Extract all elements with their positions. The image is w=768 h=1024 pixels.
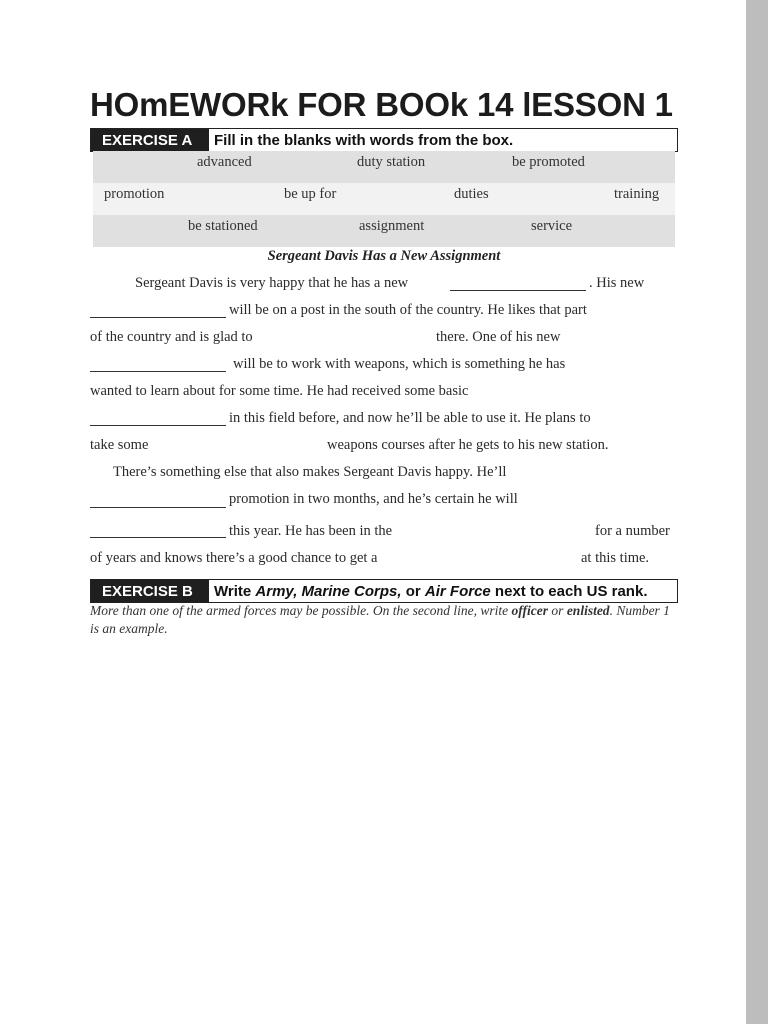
answer-blank[interactable] — [90, 425, 226, 426]
answer-blank[interactable] — [90, 371, 226, 372]
answer-blank[interactable] — [90, 537, 226, 538]
word-box-item: be up for — [284, 186, 337, 202]
answer-blank[interactable] — [450, 290, 586, 291]
story-line: of the country and is glad to — [90, 329, 253, 345]
word-box-item: be stationed — [188, 218, 258, 234]
story-line: weapons courses after he gets to his new station. — [327, 437, 609, 453]
word-box-item: training — [614, 186, 660, 202]
scrollbar[interactable] — [746, 0, 768, 1024]
exercise-b-note-text: More than one of the armed forces may be possible. On the second line, write — [90, 603, 512, 618]
story-line: will be to work with weapons, which is something he has — [233, 356, 566, 372]
word-box-item: duty station — [357, 154, 426, 170]
story-line: will be on a post in the south of the country. He likes that part — [229, 302, 587, 318]
exercise-b-note-text: . Number 1 is an example. — [90, 603, 670, 636]
word-box-item: promotion — [104, 186, 165, 202]
story-line: for a number — [595, 523, 670, 539]
exercise-b-instruction-text: or — [401, 582, 425, 600]
exercise-b-instruction — [209, 580, 647, 602]
exercise-b-instruction-text: Write — [214, 582, 256, 600]
exercise-a-instruction: Fill in the blanks with words from the box. — [214, 131, 514, 149]
exercise-a-label: EXERCISE A — [91, 129, 209, 151]
story-line: this year. He has been in the — [229, 523, 393, 539]
word-box-item: advanced — [197, 154, 252, 170]
page-title: HOmEWORk FOR BOOk 14 lESSON 1 — [90, 86, 673, 123]
exercise-b-note-text: or — [548, 603, 567, 618]
story-line: there. One of his new — [436, 329, 561, 345]
story-line: Sergeant Davis is very happy that he has a new — [135, 275, 409, 291]
story-line: wanted to learn about for some time. He had received some basic — [90, 383, 469, 399]
word-box-item: assignment — [359, 218, 425, 234]
story-line: . His new — [589, 275, 645, 291]
word-box-item: be promoted — [512, 154, 585, 170]
exercise-b-note-text: enlisted — [566, 603, 610, 618]
word-box-row-band — [93, 183, 675, 215]
exercise-b-label: EXERCISE B — [91, 580, 209, 602]
exercise-b-note-text: officer — [511, 603, 549, 618]
story-line: in this field before, and now he’ll be able to use it. He plans to — [229, 410, 591, 426]
word-box-item: service — [531, 218, 573, 234]
answer-blank[interactable] — [90, 317, 226, 318]
story-title: Sergeant Davis Has a New Assignment — [267, 248, 501, 264]
word-box-item: duties — [454, 186, 489, 202]
exercise-a-header — [90, 128, 678, 152]
story-line: promotion in two months, and he’s certain he will — [229, 491, 518, 507]
story-line: take some — [90, 437, 149, 453]
word-box — [93, 151, 675, 247]
answer-blank[interactable] — [90, 507, 226, 508]
story-line: of years and knows there’s a good chance to get a — [90, 550, 378, 566]
exercise-b-header — [90, 579, 678, 603]
exercise-b-instruction-text: Army, Marine Corps, — [255, 582, 402, 600]
exercise-b-instruction-text: next to each US rank. — [490, 582, 648, 600]
exercise-b-instruction-text: Air Force — [424, 582, 491, 600]
story-line: at this time. — [581, 550, 650, 566]
exercise-b-note — [90, 602, 680, 638]
story-line: There’s something else that also makes Sergeant Davis happy. He’ll — [113, 464, 507, 480]
